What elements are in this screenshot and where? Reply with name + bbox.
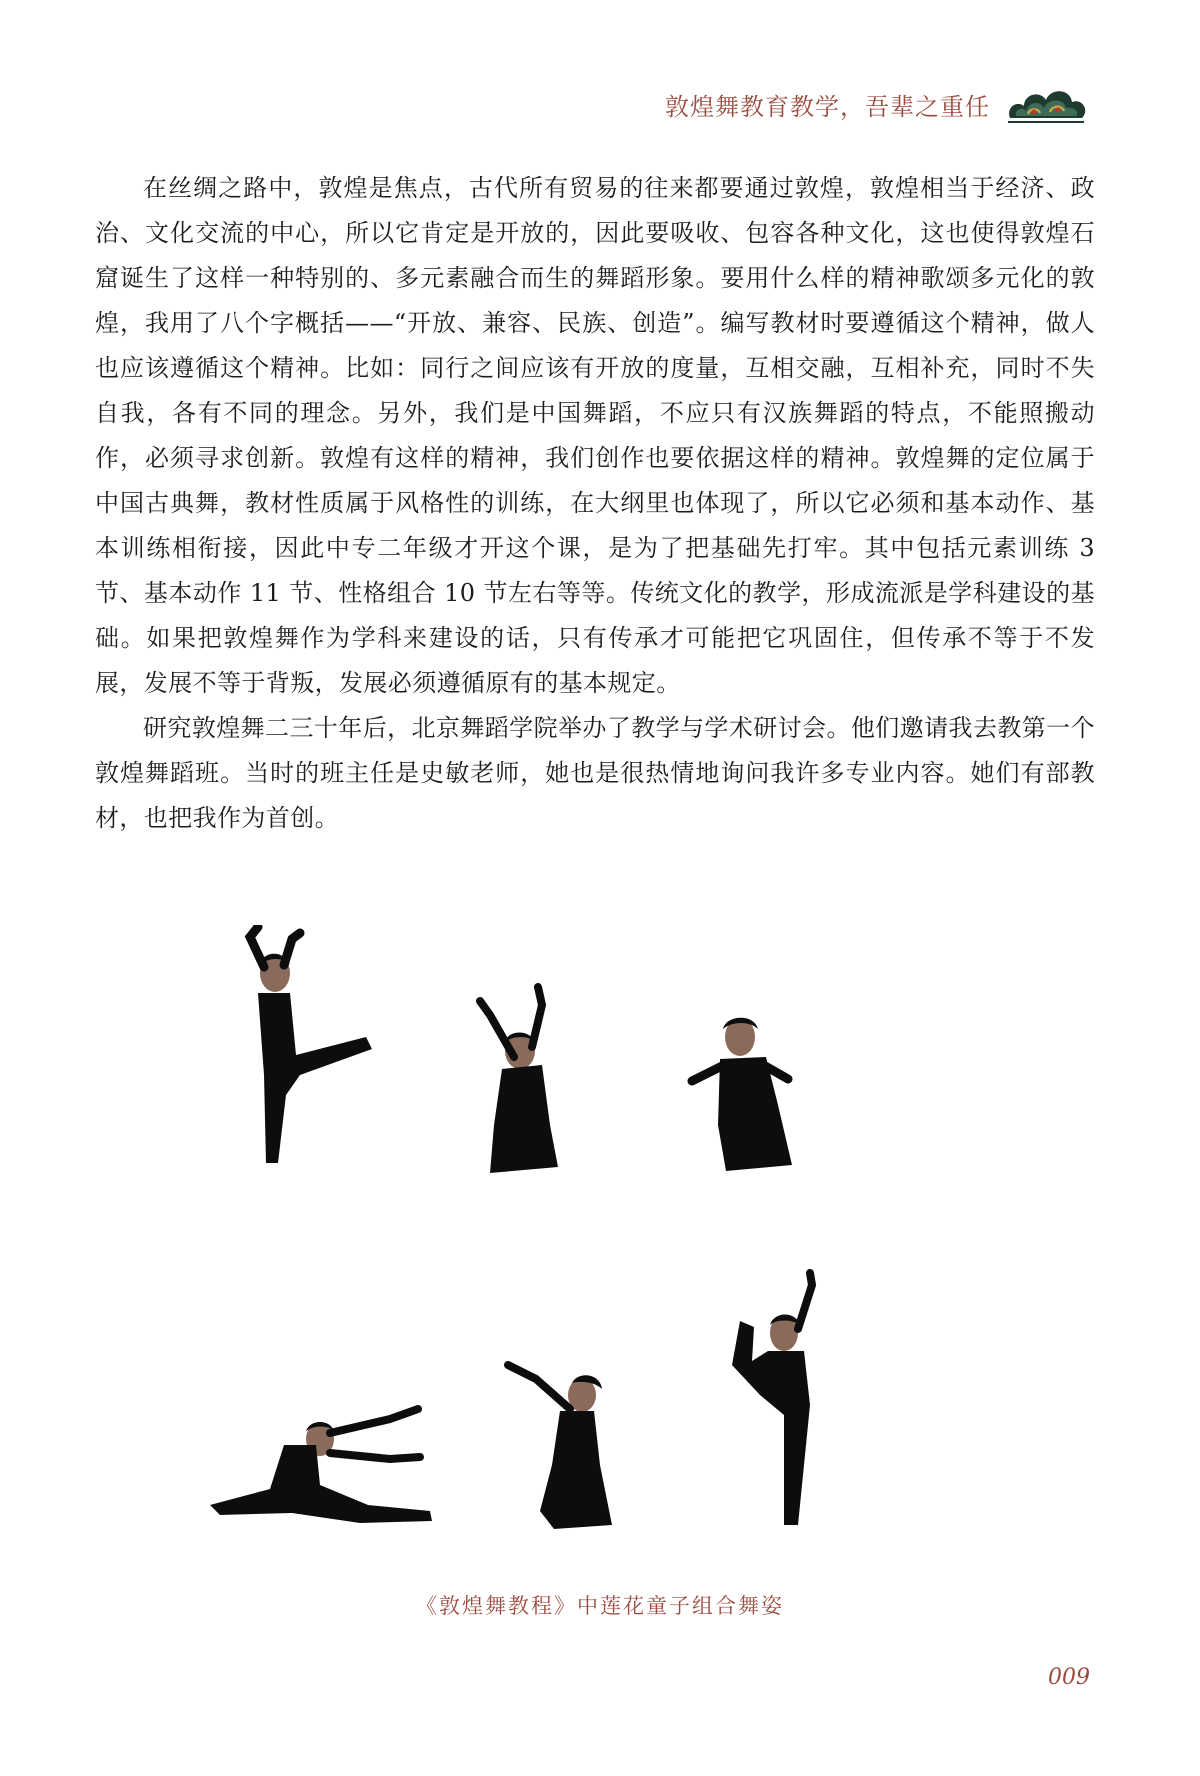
paragraph: 研究敦煌舞二三十年后，北京舞蹈学院举办了教学与学术研讨会。他们邀请我去教第一个敦煌舞蹈班。当时的班主任是史敏老师，她也是很热情地询问我许多专业内容。她们有部教材，也把我作为首创。 <box>95 714 1095 832</box>
dancer-pose-3 <box>692 1018 792 1171</box>
dancer-pose-2 <box>480 987 558 1173</box>
figure-caption: 《敦煌舞教程》中莲花童子组合舞姿 <box>416 1594 784 1618</box>
running-header <box>665 78 1090 130</box>
dancer-pose-4 <box>210 1409 432 1523</box>
page-number: 009 <box>1048 1665 1090 1690</box>
paragraph: 在丝绸之路中，敦煌是焦点，古代所有贸易的往来都要通过敦煌，敦煌相当于经济、政治、文化交流的中心，所以它肯定是开放的，因此要吸收、包容各种文化，这也使得敦煌石窟诞生了这样一种特别的、多元素融合而生的舞蹈形象。要用什么样的精神歌颂多元化的敦煌，我用了八个字概括——“开放、兼容、民族、创造”。编写教材时要遵循这个精神，做人也应该遵循这个精神。比如：同行之间应该有开放的度量，互相交融，互相补充，同时不失自我，各有不同的理念。另外，我们是中国舞蹈，不应只有汉族舞蹈的特点，不能照搬动作，必须寻求创新。敦煌有这样的精神，我们创作也要依据这样的精神。敦煌舞的定位属于中国古典舞，教材性质属于风格性的训练，在大纲里也体现了，所以它必须和基本动作、基本训练相衔接，因此中专二年级才开这个课，是为了把基础先打牢。其中包括元素训练 3 节、基本动作 11 节、性格组合 10 节左右等等。传统文化的教学，形成流派是学科建设的基础。如果把敦煌舞作为学科来建设的话，只有传承才可能把它巩固住，但传承不等于不发展，发展不等于背叛，发展必须遵循原有的基本规定。 <box>95 174 1095 697</box>
running-header-title: 敦煌舞教育教学，吾辈之重任 <box>665 92 990 121</box>
dancer-pose-1 <box>250 927 372 1163</box>
dancer-pose-6 <box>732 1273 812 1525</box>
auspicious-cloud-icon <box>1004 78 1090 130</box>
body-text <box>95 166 1095 841</box>
dance-poses-photo <box>180 925 1020 1570</box>
dancer-pose-5 <box>508 1365 612 1529</box>
